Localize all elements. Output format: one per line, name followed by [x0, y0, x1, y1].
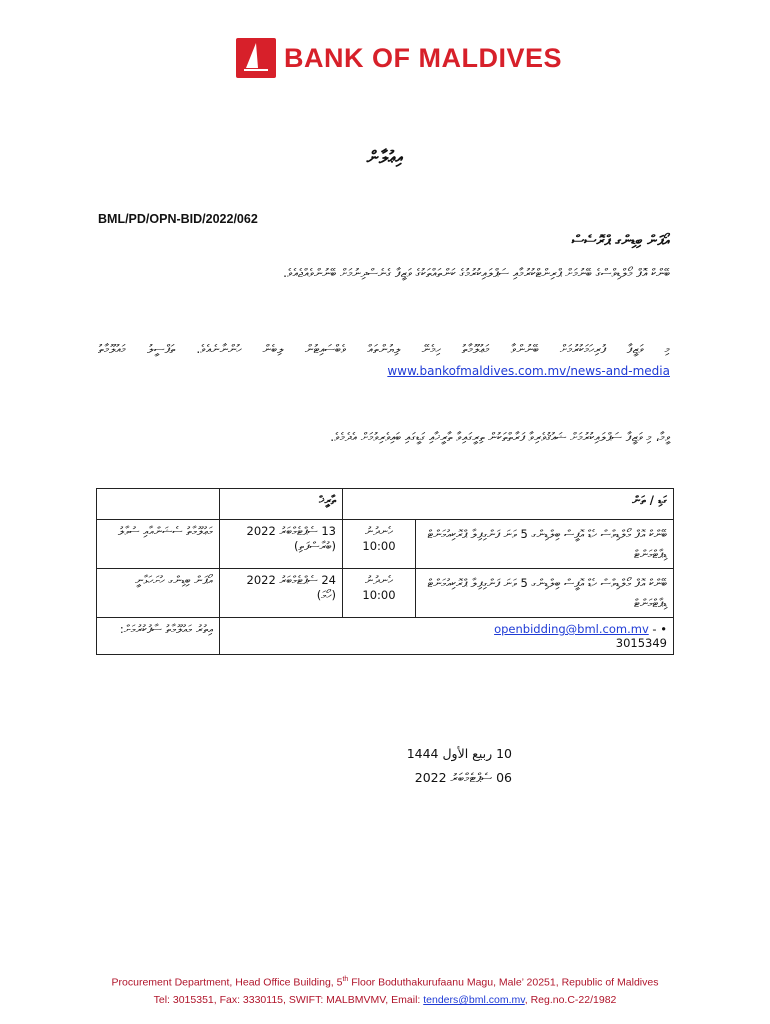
schedule-row — [97, 520, 674, 569]
row-time-label: ހެނދުނު — [364, 524, 394, 538]
row-time: 10:00 — [362, 539, 396, 553]
row-date-cell — [220, 569, 343, 618]
row-date: 24 ސެޕްޓެމްބަރު 2022 — [246, 573, 336, 587]
row-label: މަޢުލޫމާތު ސެޝަންއާއި ސުވާލު — [97, 520, 220, 569]
footer-address-start: Procurement Department, Head Office Building, 5 — [111, 976, 343, 989]
row-day: (ހޯމަ) — [316, 588, 336, 602]
reference-number: BML/PD/OPN-BID/2022/062 — [98, 212, 258, 226]
hijri-date: 10 ربيع الأول 1444 — [406, 746, 512, 761]
footer-contact-start: Tel: 3015351, Fax: 3330115, SWIFT: MALBMVMV, Email: — [153, 994, 424, 1006]
contact-email-line — [226, 622, 667, 636]
paragraph-2-text: މި ވަޒީފާ ފުރިހަމަކުރުމަށް ބޭނުންވާ މަޢުލޫމާތު ހިމެނޭ ލިޔުންތައް ވެބްސައިޓުން ލިބެން ހުންނާނެއެވެ. ތަފްސީލު މައުލޫމާތު — [98, 342, 670, 356]
bank-name: BANK OF MALDIVES — [284, 42, 562, 73]
row-day: (ބުރާސްފަތި) — [294, 539, 336, 553]
header-empty-cell — [97, 489, 220, 520]
contact-cell — [220, 618, 674, 655]
row-date: 13 ސެޕްޓެމްބަރު 2022 — [246, 524, 336, 538]
contact-row — [97, 618, 674, 655]
row-venue: ބޭންކް އޮފް މޯލްޑިވްސް ހެޑް އޮފީސް ބިލްޑިންގ 5 ވަނަ ފަންގިފިލާ ޕްރޮކިއުމަންޓް ޑިޕާޓްމަންޓް — [416, 520, 674, 569]
footer-contact — [0, 994, 770, 1006]
row-label: އޯޕަން ބިޑިންގ ހުށަހަޅާނީ — [97, 569, 220, 618]
paragraph-1: ބޭންކް އޮފް މޯލްޑިވްސްގެ ބޭނުމަށް ޕްރިންޓްކުރުމާއި ސަޕްލައިކުރުމުގެ ކަންތައްތަކުގެ ވަޒީފާ ގެނެސްދިނުމަށް ބޭނުންވެއްޖެއެވެ. — [283, 266, 670, 280]
schedule-header-row — [97, 489, 674, 520]
contact-email-link[interactable]: openbidding@bml.com.mv — [494, 622, 649, 636]
contact-phone: 3015349 — [615, 636, 667, 650]
contact-label: އިތުރު މައުލޫމާތު ސާފުކުރުމަށް: — [97, 618, 220, 655]
row-time-cell — [343, 569, 416, 618]
bank-logo-icon — [236, 38, 276, 78]
header-time-venue: ގަޑި / ތަން — [343, 489, 674, 520]
footer-reg-number: , Reg.no.C-22/1982 — [524, 994, 617, 1006]
row-time-cell — [343, 520, 416, 569]
bullet-icon: - • — [652, 622, 667, 636]
header-date: ތާރީޚް — [220, 489, 343, 520]
footer-floor-suffix: th — [342, 976, 349, 983]
footer-address-end: Floor Boduthakurufaanu Magu, Male’ 20251, Republic of Maldives — [348, 976, 659, 989]
row-date-cell — [220, 520, 343, 569]
row-venue: ބޭންކް އޮފް މޯލްޑިވްސް ހެޑް އޮފީސް ބިލްޑިންގ 5 ވަނަ ފަންގިފިލާ ޕްރޮކިއުމަންޓް ޑިޕާޓްމަންޓް — [416, 569, 674, 618]
notice-subject: އޯޕަން ބިޑިންގ ޕްރޮސެސް — [571, 233, 670, 249]
footer-address — [0, 976, 770, 989]
gregorian-date: 06 ސެޕްޓެމްބަރު 2022 — [414, 770, 512, 785]
news-media-link[interactable]: www.bankofmaldives.com.mv/news-and-media — [387, 364, 670, 378]
row-time-label: ހެނދުނު — [364, 573, 394, 587]
footer-email-link[interactable]: tenders@bml.com.mv — [423, 994, 525, 1006]
schedule-table — [96, 488, 674, 655]
row-time: 10:00 — [362, 588, 396, 602]
paragraph-3: ވީމާ، މި ވަޒީފާ ސަޕްލައިކުރުމަށް ޝައުޤުވެރިވާ ފަރާތްތަކުން ތިރީގައިވާ ތާރީޚާއި ގަޑީގައި ބައިވެރިވުމަށް އެދެމެވެ. — [330, 430, 670, 444]
paragraph-2 — [98, 338, 670, 382]
bank-logo — [236, 38, 562, 78]
schedule-row — [97, 569, 674, 618]
notice-heading: އިޢުލާން — [366, 148, 404, 168]
